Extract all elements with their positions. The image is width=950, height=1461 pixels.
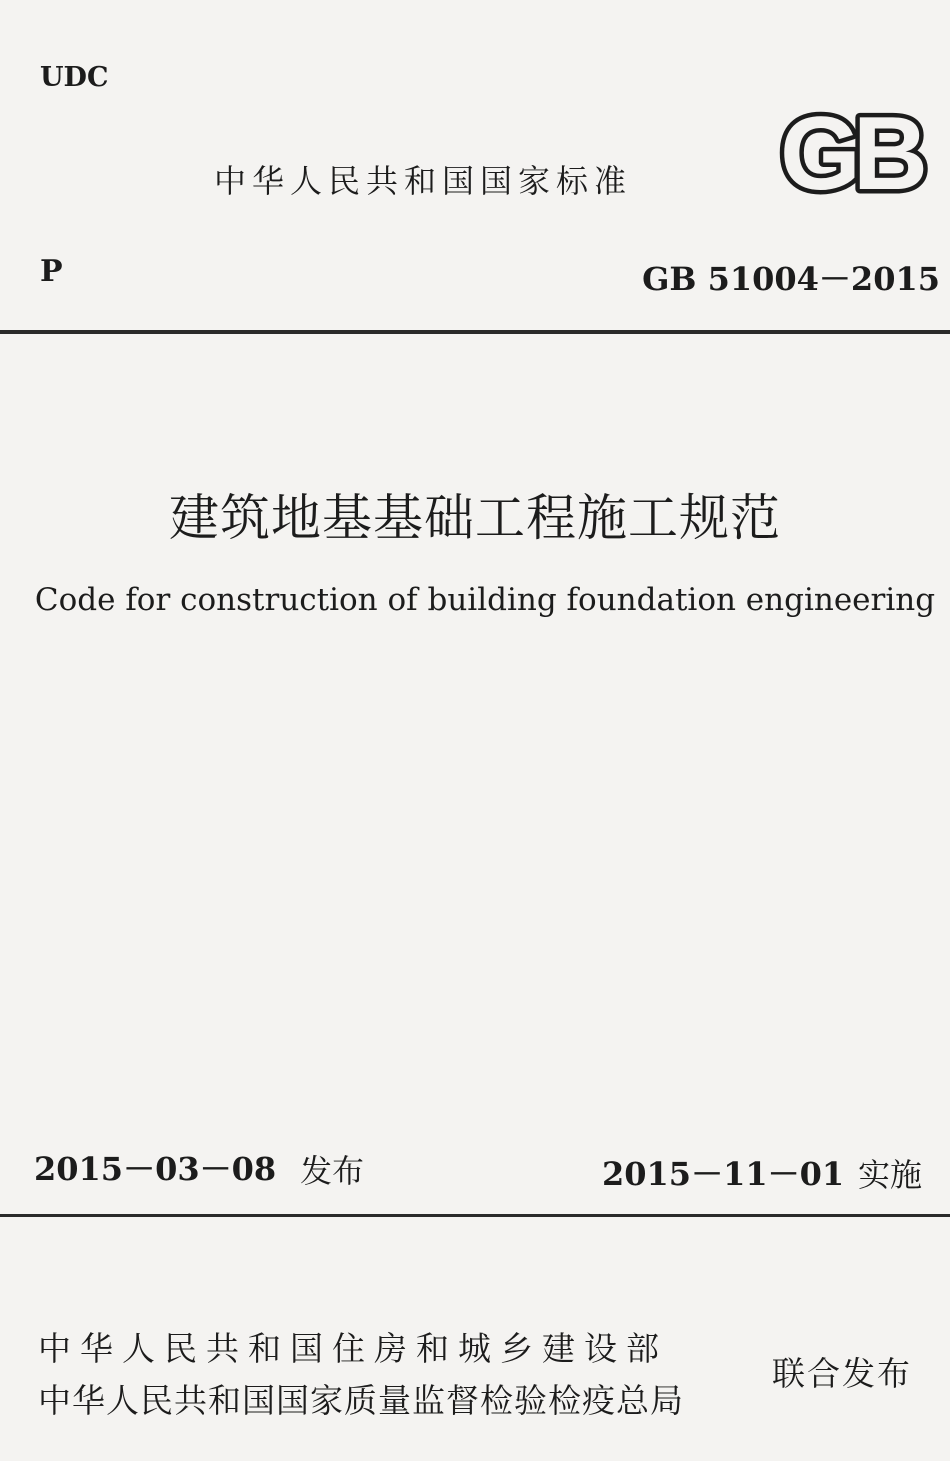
gb-logo-text: GB xyxy=(780,103,920,199)
joint-release-label: 联合发布 xyxy=(772,1354,912,1393)
gb-logo xyxy=(758,103,940,199)
header-divider xyxy=(0,330,950,334)
title-english: Code for construction of building foundation engineering xyxy=(34,582,936,618)
publisher-aqsiq: 中华人民共和国国家质量监督检验检疫总局 xyxy=(38,1381,684,1420)
standard-number: GB 51004－2015 xyxy=(642,260,940,298)
udc-label: UDC xyxy=(40,62,109,93)
category-code: P xyxy=(40,254,63,289)
standard-type: 中华人民共和国国家标准 xyxy=(214,162,633,200)
effective-date: 2015－11－01 xyxy=(602,1155,845,1193)
issue-label: 发布 xyxy=(300,1152,365,1190)
title-chinese: 建筑地基基础工程施工规范 xyxy=(169,489,781,547)
issue-date: 2015－03－08 xyxy=(34,1150,277,1188)
publisher-mohurd: 中华人民共和国住房和城乡建设部 xyxy=(38,1329,668,1368)
footer-divider xyxy=(0,1214,950,1217)
effective-label: 实施 xyxy=(858,1156,923,1194)
